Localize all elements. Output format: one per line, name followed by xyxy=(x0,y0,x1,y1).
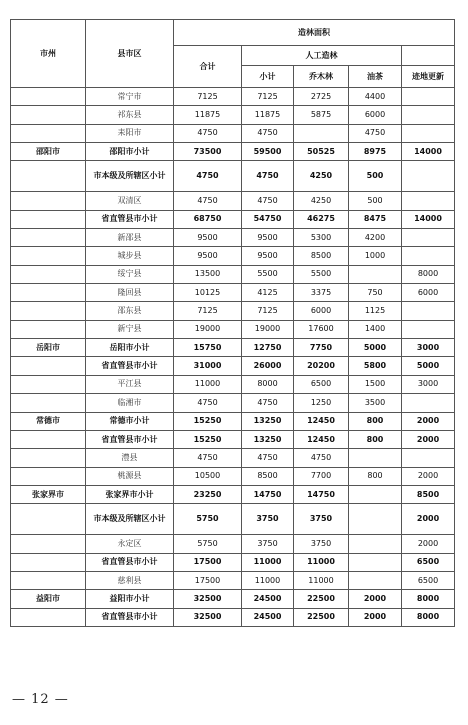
cell-subtotal: 12750 xyxy=(242,339,294,357)
cell-county: 澧县 xyxy=(86,449,174,467)
cell-cutover: 3000 xyxy=(402,375,455,393)
table-row xyxy=(11,210,455,228)
cell-county: 张家界市小计 xyxy=(86,485,174,503)
cell-subtotal: 26000 xyxy=(242,357,294,375)
cell-total: 5750 xyxy=(174,535,242,553)
cell-oil-tea xyxy=(349,485,402,503)
cell-arbor: 4750 xyxy=(294,449,349,467)
cell-total: 7125 xyxy=(174,88,242,106)
cell-cutover: 2000 xyxy=(402,430,455,448)
cell-county: 耒阳市 xyxy=(86,124,174,142)
cell-county: 常德市小计 xyxy=(86,412,174,430)
cell-city xyxy=(11,571,86,589)
header-afforest-area: 造林面积 xyxy=(174,20,455,46)
cell-arbor xyxy=(294,124,349,142)
cell-subtotal: 9500 xyxy=(242,247,294,265)
cell-total: 23250 xyxy=(174,485,242,503)
table-row xyxy=(11,553,455,571)
header-oil-tea: 油茶 xyxy=(349,66,402,88)
cell-city xyxy=(11,467,86,485)
cell-total: 4750 xyxy=(174,192,242,210)
cell-oil-tea: 4400 xyxy=(349,88,402,106)
cell-cutover: 3000 xyxy=(402,339,455,357)
cell-county: 隆回县 xyxy=(86,284,174,302)
cell-total: 10500 xyxy=(174,467,242,485)
cell-cutover: 2000 xyxy=(402,467,455,485)
cell-cutover xyxy=(402,229,455,247)
table-row xyxy=(11,449,455,467)
cell-total: 4750 xyxy=(174,124,242,142)
cell-total: 11000 xyxy=(174,375,242,393)
cell-subtotal: 11875 xyxy=(242,106,294,124)
cell-arbor: 12450 xyxy=(294,412,349,430)
cell-oil-tea: 1125 xyxy=(349,302,402,320)
cell-cutover: 5000 xyxy=(402,357,455,375)
cell-cutover xyxy=(402,88,455,106)
cell-total: 13500 xyxy=(174,265,242,283)
cell-total: 4750 xyxy=(174,394,242,412)
cell-oil-tea: 800 xyxy=(349,412,402,430)
cell-county: 市本级及所辖区小计 xyxy=(86,161,174,192)
table-row xyxy=(11,161,455,192)
table-row xyxy=(11,339,455,357)
cell-subtotal: 8000 xyxy=(242,375,294,393)
cell-city xyxy=(11,357,86,375)
cell-cutover: 8000 xyxy=(402,608,455,626)
cell-city: 岳阳市 xyxy=(11,339,86,357)
cell-subtotal: 4750 xyxy=(242,394,294,412)
cell-county: 城步县 xyxy=(86,247,174,265)
cell-subtotal: 54750 xyxy=(242,210,294,228)
table-row xyxy=(11,412,455,430)
cell-county: 省直管县市小计 xyxy=(86,430,174,448)
cell-subtotal: 4750 xyxy=(242,449,294,467)
table-row xyxy=(11,590,455,608)
cell-total: 31000 xyxy=(174,357,242,375)
cell-city: 常德市 xyxy=(11,412,86,430)
cell-subtotal: 13250 xyxy=(242,412,294,430)
cell-city xyxy=(11,106,86,124)
cell-city xyxy=(11,192,86,210)
cell-total: 15750 xyxy=(174,339,242,357)
cell-oil-tea xyxy=(349,535,402,553)
cell-city xyxy=(11,535,86,553)
cell-subtotal: 5500 xyxy=(242,265,294,283)
cell-subtotal: 3750 xyxy=(242,504,294,535)
cell-oil-tea: 5000 xyxy=(349,339,402,357)
table-row xyxy=(11,320,455,338)
cell-county: 永定区 xyxy=(86,535,174,553)
cell-oil-tea: 8975 xyxy=(349,143,402,161)
cell-city: 益阳市 xyxy=(11,590,86,608)
cell-county: 新宁县 xyxy=(86,320,174,338)
cell-arbor: 20200 xyxy=(294,357,349,375)
table-row xyxy=(11,394,455,412)
cell-arbor: 3375 xyxy=(294,284,349,302)
cell-oil-tea xyxy=(349,265,402,283)
cell-oil-tea: 2000 xyxy=(349,590,402,608)
cell-county: 益阳市小计 xyxy=(86,590,174,608)
table-row xyxy=(11,284,455,302)
cell-arbor: 46275 xyxy=(294,210,349,228)
cell-total: 73500 xyxy=(174,143,242,161)
cell-total: 5750 xyxy=(174,504,242,535)
cell-total: 15250 xyxy=(174,412,242,430)
cell-cutover: 6500 xyxy=(402,571,455,589)
table-row xyxy=(11,192,455,210)
cell-oil-tea xyxy=(349,504,402,535)
cell-county: 市本级及所辖区小计 xyxy=(86,504,174,535)
cell-subtotal: 11000 xyxy=(242,571,294,589)
cell-cutover xyxy=(402,161,455,192)
cell-cutover: 8000 xyxy=(402,590,455,608)
cell-total: 10125 xyxy=(174,284,242,302)
cell-arbor: 4250 xyxy=(294,161,349,192)
cell-oil-tea: 6000 xyxy=(349,106,402,124)
cell-county: 临湘市 xyxy=(86,394,174,412)
cell-county: 双清区 xyxy=(86,192,174,210)
cell-city xyxy=(11,210,86,228)
header-arbor: 乔木林 xyxy=(294,66,349,88)
cell-arbor: 11000 xyxy=(294,571,349,589)
cell-arbor: 4250 xyxy=(294,192,349,210)
cell-arbor: 6500 xyxy=(294,375,349,393)
cell-arbor: 8500 xyxy=(294,247,349,265)
cell-subtotal: 4125 xyxy=(242,284,294,302)
cell-arbor: 50525 xyxy=(294,143,349,161)
cell-city xyxy=(11,284,86,302)
header-cutover-top xyxy=(402,46,455,66)
cell-subtotal: 3750 xyxy=(242,535,294,553)
cell-city xyxy=(11,320,86,338)
table-row xyxy=(11,535,455,553)
table-row xyxy=(11,265,455,283)
cell-subtotal: 13250 xyxy=(242,430,294,448)
cell-arbor: 14750 xyxy=(294,485,349,503)
cell-county: 慈利县 xyxy=(86,571,174,589)
cell-total: 9500 xyxy=(174,247,242,265)
table-row xyxy=(11,357,455,375)
cell-subtotal: 14750 xyxy=(242,485,294,503)
cell-county: 平江县 xyxy=(86,375,174,393)
table-row xyxy=(11,124,455,142)
cell-oil-tea: 1400 xyxy=(349,320,402,338)
cell-oil-tea xyxy=(349,449,402,467)
cell-oil-tea: 4750 xyxy=(349,124,402,142)
table-row xyxy=(11,106,455,124)
cell-cutover xyxy=(402,394,455,412)
cell-total: 32500 xyxy=(174,608,242,626)
cell-county: 岳阳市小计 xyxy=(86,339,174,357)
cell-city xyxy=(11,302,86,320)
cell-total: 4750 xyxy=(174,449,242,467)
afforestation-table xyxy=(10,19,455,627)
cell-cutover: 8000 xyxy=(402,265,455,283)
cell-subtotal: 7125 xyxy=(242,88,294,106)
cell-total: 19000 xyxy=(174,320,242,338)
cell-city xyxy=(11,265,86,283)
cell-oil-tea: 3500 xyxy=(349,394,402,412)
cell-cutover: 2000 xyxy=(402,535,455,553)
header-subtotal: 小计 xyxy=(242,66,294,88)
cell-county: 新邵县 xyxy=(86,229,174,247)
cell-cutover xyxy=(402,320,455,338)
cell-city xyxy=(11,449,86,467)
table-row xyxy=(11,143,455,161)
cell-subtotal: 4750 xyxy=(242,161,294,192)
cell-oil-tea: 1000 xyxy=(349,247,402,265)
cell-arbor: 22500 xyxy=(294,608,349,626)
cell-cutover xyxy=(402,192,455,210)
cell-cutover: 2000 xyxy=(402,412,455,430)
header-total: 合计 xyxy=(174,46,242,88)
cell-city xyxy=(11,247,86,265)
cell-oil-tea: 500 xyxy=(349,192,402,210)
header-artificial: 人工造林 xyxy=(242,46,402,66)
cell-city: 张家界市 xyxy=(11,485,86,503)
cell-city xyxy=(11,161,86,192)
cell-total: 32500 xyxy=(174,590,242,608)
cell-cutover xyxy=(402,302,455,320)
cell-city xyxy=(11,608,86,626)
header-city: 市州 xyxy=(11,20,86,88)
cell-cutover: 14000 xyxy=(402,210,455,228)
cell-county: 邵东县 xyxy=(86,302,174,320)
cell-city: 邵阳市 xyxy=(11,143,86,161)
cell-county: 省直管县市小计 xyxy=(86,608,174,626)
cell-oil-tea: 2000 xyxy=(349,608,402,626)
cell-total: 9500 xyxy=(174,229,242,247)
table-row xyxy=(11,467,455,485)
table-row xyxy=(11,485,455,503)
table-row xyxy=(11,608,455,626)
cell-total: 4750 xyxy=(174,161,242,192)
cell-cutover xyxy=(402,124,455,142)
table-row xyxy=(11,229,455,247)
cell-city xyxy=(11,504,86,535)
table-row xyxy=(11,247,455,265)
cell-city xyxy=(11,553,86,571)
cell-city xyxy=(11,124,86,142)
header-county: 县市区 xyxy=(86,20,174,88)
cell-city xyxy=(11,394,86,412)
cell-city xyxy=(11,375,86,393)
cell-arbor: 22500 xyxy=(294,590,349,608)
cell-county: 省直管县市小计 xyxy=(86,210,174,228)
cell-cutover: 6500 xyxy=(402,553,455,571)
cell-subtotal: 8500 xyxy=(242,467,294,485)
cell-oil-tea: 1500 xyxy=(349,375,402,393)
cell-total: 17500 xyxy=(174,553,242,571)
page-number: — 12 — xyxy=(12,692,69,707)
table-row xyxy=(11,504,455,535)
cell-oil-tea: 750 xyxy=(349,284,402,302)
cell-arbor: 12450 xyxy=(294,430,349,448)
cell-subtotal: 11000 xyxy=(242,553,294,571)
table-row xyxy=(11,375,455,393)
cell-oil-tea: 4200 xyxy=(349,229,402,247)
cell-arbor: 11000 xyxy=(294,553,349,571)
cell-arbor: 6000 xyxy=(294,302,349,320)
cell-oil-tea: 800 xyxy=(349,467,402,485)
cell-county: 邵阳市小计 xyxy=(86,143,174,161)
cell-oil-tea: 800 xyxy=(349,430,402,448)
cell-cutover xyxy=(402,106,455,124)
cell-county: 祁东县 xyxy=(86,106,174,124)
cell-county: 绥宁县 xyxy=(86,265,174,283)
cell-city xyxy=(11,229,86,247)
cell-oil-tea xyxy=(349,553,402,571)
cell-cutover xyxy=(402,449,455,467)
cell-total: 68750 xyxy=(174,210,242,228)
cell-arbor: 1250 xyxy=(294,394,349,412)
cell-arbor: 7750 xyxy=(294,339,349,357)
cell-subtotal: 24500 xyxy=(242,608,294,626)
cell-subtotal: 59500 xyxy=(242,143,294,161)
cell-subtotal: 19000 xyxy=(242,320,294,338)
cell-total: 11875 xyxy=(174,106,242,124)
cell-city xyxy=(11,88,86,106)
cell-city xyxy=(11,430,86,448)
cell-total: 15250 xyxy=(174,430,242,448)
cell-total: 7125 xyxy=(174,302,242,320)
cell-arbor: 5500 xyxy=(294,265,349,283)
cell-arbor: 5875 xyxy=(294,106,349,124)
cell-subtotal: 4750 xyxy=(242,192,294,210)
cell-subtotal: 4750 xyxy=(242,124,294,142)
header-cutover: 迹地更新 xyxy=(402,66,455,88)
cell-cutover: 6000 xyxy=(402,284,455,302)
table-header xyxy=(11,20,455,88)
cell-cutover: 8500 xyxy=(402,485,455,503)
cell-cutover: 14000 xyxy=(402,143,455,161)
cell-arbor: 17600 xyxy=(294,320,349,338)
cell-arbor: 3750 xyxy=(294,535,349,553)
table-row xyxy=(11,430,455,448)
cell-arbor: 5300 xyxy=(294,229,349,247)
cell-subtotal: 24500 xyxy=(242,590,294,608)
cell-cutover xyxy=(402,247,455,265)
cell-arbor: 3750 xyxy=(294,504,349,535)
table-row xyxy=(11,571,455,589)
cell-arbor: 2725 xyxy=(294,88,349,106)
table-body xyxy=(11,88,455,627)
cell-county: 省直管县市小计 xyxy=(86,357,174,375)
cell-cutover: 2000 xyxy=(402,504,455,535)
cell-arbor: 7700 xyxy=(294,467,349,485)
cell-total: 17500 xyxy=(174,571,242,589)
cell-subtotal: 7125 xyxy=(242,302,294,320)
cell-oil-tea: 5800 xyxy=(349,357,402,375)
cell-oil-tea: 8475 xyxy=(349,210,402,228)
cell-oil-tea: 500 xyxy=(349,161,402,192)
cell-oil-tea xyxy=(349,571,402,589)
cell-county: 常宁市 xyxy=(86,88,174,106)
cell-subtotal: 9500 xyxy=(242,229,294,247)
cell-county: 省直管县市小计 xyxy=(86,553,174,571)
table-row xyxy=(11,88,455,106)
cell-county: 桃源县 xyxy=(86,467,174,485)
table-row xyxy=(11,302,455,320)
